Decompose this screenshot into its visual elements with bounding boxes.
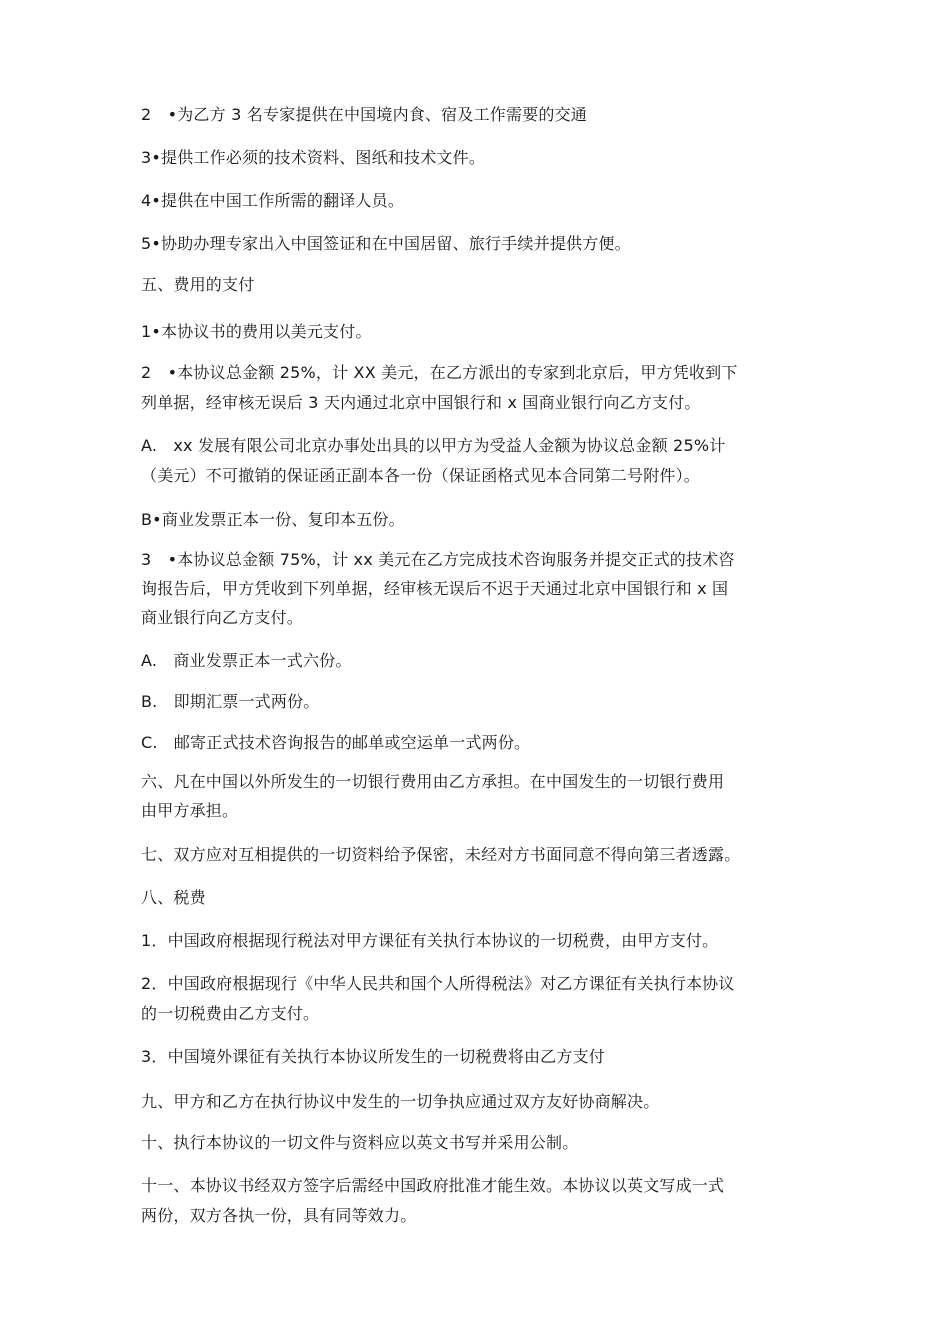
clause-5-item-3a: A. 商业发票正本一式六份。 xyxy=(141,651,352,670)
section-5-heading: 五、费用的支付 xyxy=(141,275,255,294)
clause-5-item-3-line-1: 3 •本协议总金额 75%，计 xx 美元在乙方完成技术咨询服务并提交正式的技术咨 xyxy=(141,550,735,569)
clause-5-item-3-line-3: 商业银行向乙方支付。 xyxy=(141,608,304,627)
clause-4-item-3: 3•提供工作必须的技术资料、图纸和技术文件。 xyxy=(141,148,486,167)
section-6-line-2: 由甲方承担。 xyxy=(141,801,239,820)
clause-4-item-5: 5•协助办理专家出入中国签证和在中国居留、旅行手续并提供方便。 xyxy=(141,234,631,253)
section-11-line-1: 十一、本协议书经双方签字后需经中国政府批准才能生效。本协议以英文写成一式 xyxy=(141,1176,725,1195)
clause-5-item-2b: B•商业发票正本一份、复印本五份。 xyxy=(141,510,405,529)
section-9: 九、甲方和乙方在执行协议中发生的一切争执应通过双方友好协商解决。 xyxy=(141,1092,660,1111)
section-8-heading: 八、税费 xyxy=(141,888,206,907)
section-10: 十、执行本协议的一切文件与资料应以英文书写并采用公制。 xyxy=(141,1133,579,1152)
clause-5-item-3c: C. 邮寄正式技术咨询报告的邮单或空运单一式两份。 xyxy=(141,733,531,752)
section-6-line-1: 六、凡在中国以外所发生的一切银行费用由乙方承担。在中国发生的一切银行费用 xyxy=(141,772,725,791)
clause-4-item-2: 2 •为乙方 3 名专家提供在中国境内食、宿及工作需要的交通 xyxy=(141,105,587,124)
clause-5-item-2-line-1: 2 •本协议总金额 25%，计 XX 美元，在乙方派出的专家到北京后，甲方凭收到下 xyxy=(141,363,738,382)
clause-5-item-3b: B. 即期汇票一式两份。 xyxy=(141,692,320,711)
clause-4-item-4: 4•提供在中国工作所需的翻译人员。 xyxy=(141,191,405,210)
clause-5-item-2a-line-1: A. xx 发展有限公司北京办事处出具的以甲方为受益人金额为协议总金额 25%计 xyxy=(141,436,726,455)
clause-8-item-2-line-1: 2．中国政府根据现行《中华人民共和国个人所得税法》对乙方课征有关执行本协议 xyxy=(141,974,735,993)
clause-5-item-2a-line-2: （美元）不可撤销的保证函正副本各一份（保证函格式见本合同第二号附件）。 xyxy=(141,466,701,485)
clause-8-item-1: 1．中国政府根据现行税法对甲方课征有关执行本协议的一切税费，由甲方支付。 xyxy=(141,931,719,950)
clause-8-item-3: 3．中国境外课征有关执行本协议所发生的一切税费将由乙方支付 xyxy=(141,1047,605,1066)
clause-5-item-2-line-2: 列单据，经审核无误后 3 天内通过北京中国银行和 x 国商业银行向乙方支付。 xyxy=(141,393,701,412)
section-7: 七、双方应对互相提供的一切资料给予保密，未经对方书面同意不得向第三者透露。 xyxy=(141,845,741,864)
section-11-line-2: 两份，双方各执一份，具有同等效力。 xyxy=(141,1206,417,1225)
clause-5-item-3-line-2: 询报告后，甲方凭收到下列单据，经审核无误后不迟于天通过北京中国银行和 x 国 xyxy=(141,579,729,598)
clause-8-item-2-line-2: 的一切税费由乙方支付。 xyxy=(141,1004,320,1023)
clause-5-item-1: 1•本协议书的费用以美元支付。 xyxy=(141,322,372,341)
